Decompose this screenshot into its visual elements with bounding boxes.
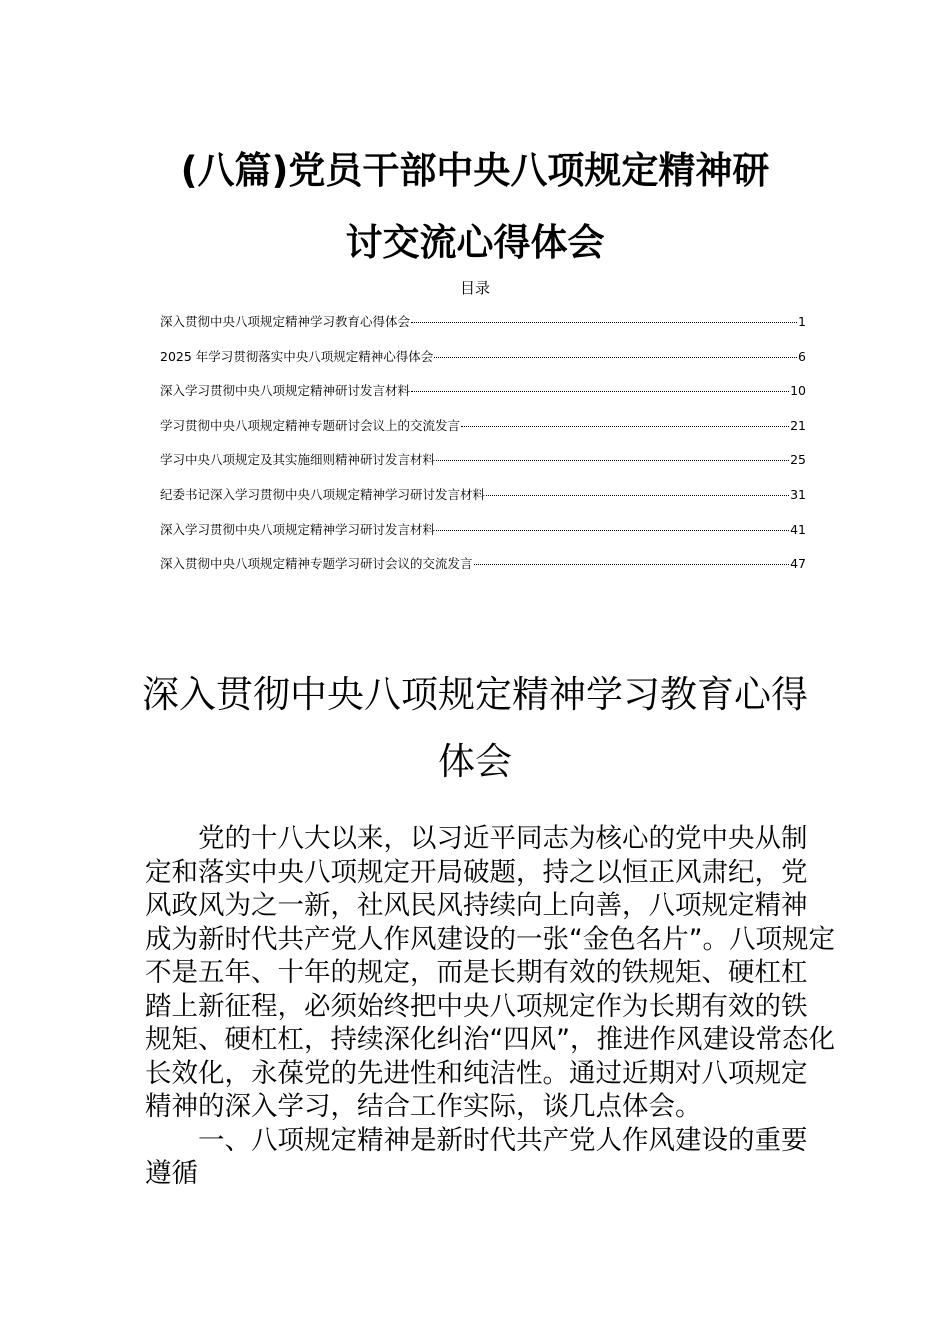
body-line: 规矩、硬杠杠，持续深化纠治“四风”，推进作风建设常态化 <box>145 1024 835 1055</box>
toc-item[interactable] <box>160 312 806 347</box>
toc-item-label: 纪委书记深入学习贯彻中央八项规定精神学习研讨发言材料 <box>160 486 486 502</box>
toc-item-page: 6 <box>798 348 806 364</box>
body-line: 长效化，永葆党的先进性和纯洁性。通过近期对八项规定 <box>145 1057 808 1089</box>
toc-item[interactable] <box>160 450 806 485</box>
toc-item[interactable] <box>160 554 806 589</box>
toc-item-label: 深入贯彻中央八项规定精神学习教育心得体会 <box>160 314 411 329</box>
toc-item[interactable] <box>160 381 806 416</box>
toc-item-label: 深入学习贯彻中央八项规定精神研讨发言材料 <box>160 383 411 399</box>
section-title-line2: 体会 <box>438 740 512 783</box>
toc-item-page: 41 <box>790 521 806 537</box>
toc-item-label: 学习中央八项规定及其实施细则精神研讨发言材料 <box>160 452 436 468</box>
toc-item[interactable] <box>160 416 806 451</box>
toc-leader-dots <box>434 357 797 358</box>
toc-item-label: 深入学习贯彻中央八项规定精神学习研讨发言材料 <box>160 521 436 537</box>
toc-item-label: 学习贯彻中央八项规定精神专题研讨会议上的交流发言 <box>160 417 461 433</box>
toc-leader-dots <box>474 564 790 565</box>
table-of-contents <box>160 312 806 589</box>
toc-item-label: 深入贯彻中央八项规定精神专题学习研讨会议的交流发言 <box>160 556 473 572</box>
toc-item[interactable] <box>160 347 806 382</box>
toc-leader-dots <box>486 495 789 496</box>
body-line: 遵循 <box>145 1158 198 1189</box>
toc-item-page: 1 <box>798 314 806 329</box>
section-title-line1: 深入贯彻中央八项规定精神学习教育心得 <box>142 673 808 716</box>
body-line: 成为新时代共产党人作风建设的一张“金色名片”。八项规定 <box>145 923 835 955</box>
body-line: 党的十八大以来，以习近平同志为核心的党中央从制 <box>145 823 808 854</box>
toc-item-page: 10 <box>790 383 806 399</box>
body-line: 不是五年、十年的规定，而是长期有效的铁规矩、硬杠杠 <box>145 957 808 988</box>
toc-leader-dots <box>461 426 789 427</box>
toc-item-page: 31 <box>790 486 806 502</box>
toc-leader-dots <box>411 322 797 323</box>
toc-leader-dots <box>411 391 789 392</box>
toc-heading: 目录 <box>459 279 490 297</box>
body-line: 定和落实中央八项规定开局破题，持之以恒正风肃纪，党 <box>145 856 808 888</box>
body-line: 一、八项规定精神是新时代共产党人作风建设的重要 <box>145 1124 808 1156</box>
toc-item-page: 21 <box>790 417 806 433</box>
document-title-line2: 讨交流心得体会 <box>345 221 605 264</box>
toc-item-page: 25 <box>790 452 806 468</box>
toc-item-label: 2025 年学习贯彻落实中央八项规定精神心得体会 <box>160 348 434 364</box>
toc-item[interactable] <box>160 485 806 520</box>
section-body <box>145 822 835 1191</box>
toc-leader-dots <box>436 530 789 531</box>
document-title-line1: (八篇)党员干部中央八项规定精神研 <box>180 149 770 192</box>
body-line: 踏上新征程，必须始终把中央八项规定作为长期有效的铁 <box>145 990 808 1022</box>
toc-leader-dots <box>436 460 789 461</box>
body-line: 风政风为之一新，社风民风持续向上向善，八项规定精神 <box>145 890 808 921</box>
toc-item-page: 47 <box>790 556 806 572</box>
body-line: 精神的深入学习，结合工作实际，谈几点体会。 <box>145 1091 702 1122</box>
toc-item[interactable] <box>160 520 806 555</box>
